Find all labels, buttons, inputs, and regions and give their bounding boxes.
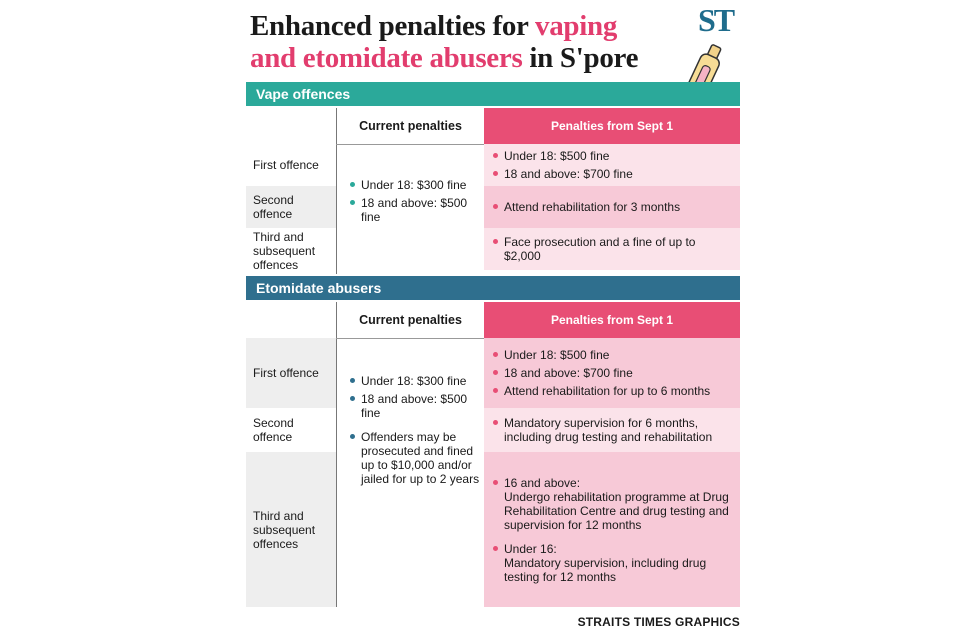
list-item: Under 18: $300 fine <box>350 178 480 192</box>
etomidate-row-third-new <box>484 452 740 607</box>
list-item: Mandatory supervision for 6 months, including drug testing and rehabilitation <box>492 416 734 444</box>
list-item: 18 and above: $700 fine <box>492 366 734 380</box>
etomidate-divider <box>336 302 337 607</box>
title-text: in S'pore <box>522 42 639 74</box>
vape-section-header: Vape offences <box>246 82 740 106</box>
item-heading: 16 and above: <box>504 475 581 490</box>
title-accent: and etomidate abusers <box>250 42 523 74</box>
vape-row-second-label: Second offence <box>246 186 336 228</box>
list-item: 18 and above: $500 fine <box>350 392 480 420</box>
etomidate-row-first-label: First offence <box>246 338 336 408</box>
vape-row-third-label: Third and subsequent offences <box>253 230 316 272</box>
vape-row-first-new <box>484 144 740 186</box>
vape-row-second-new <box>484 186 740 228</box>
list-item: Under 18: $300 fine <box>350 374 480 388</box>
vape-new-header: Penalties from Sept 1 <box>484 108 740 144</box>
item-heading: Under 16: <box>504 541 557 556</box>
vape-current-header: Current penalties <box>359 119 462 133</box>
list-item: Under 18: $500 fine <box>492 348 734 362</box>
list-item: Under 18: $500 fine <box>492 149 734 163</box>
list-item: Offenders may be prosecuted and fined up to $10,000 and/or jailed for up to 2 years <box>350 430 480 486</box>
list-item: 18 and above: $700 fine <box>492 167 734 181</box>
vape-header-rule <box>336 144 484 145</box>
list-item <box>492 542 734 584</box>
item-body: Undergo rehabilitation programme at Drug Rehabilitation Centre and drug testing and supervision for 12 months <box>504 489 729 532</box>
list-item: Attend rehabilitation for 3 months <box>492 200 734 214</box>
etomidate-row-third-label: Third and subsequent offences <box>246 452 336 607</box>
etomidate-current-header: Current penalties <box>359 313 462 327</box>
etomidate-header-rule <box>336 338 484 339</box>
page-title <box>250 10 690 74</box>
list-item <box>492 476 734 532</box>
title-accent: vaping <box>535 10 618 42</box>
st-logo: ST <box>698 2 734 38</box>
list-item: 18 and above: $500 fine <box>350 196 480 224</box>
etomidate-row-second-new <box>484 408 740 452</box>
etomidate-row-second-label: Second offence <box>253 416 294 444</box>
vape-row-first-label: First offence <box>253 158 319 172</box>
list-item: Attend rehabilitation for up to 6 months <box>492 384 734 398</box>
credit-line: STRAITS TIMES GRAPHICS <box>577 615 740 629</box>
list-item: Face prosecution and a fine of up to $2,000 <box>492 235 734 263</box>
infographic <box>246 0 742 643</box>
vape-current-penalties <box>350 178 480 228</box>
item-body: Mandatory supervision, including drug testing for 12 months <box>504 555 707 584</box>
title-text: Enhanced penalties for <box>250 10 536 42</box>
vape-row-third-new <box>484 228 740 270</box>
etomidate-current-penalties <box>350 374 480 490</box>
vape-divider <box>336 108 337 274</box>
etomidate-row-first-new <box>484 338 740 408</box>
etomidate-new-header: Penalties from Sept 1 <box>484 302 740 338</box>
etomidate-section-header: Etomidate abusers <box>246 276 740 300</box>
